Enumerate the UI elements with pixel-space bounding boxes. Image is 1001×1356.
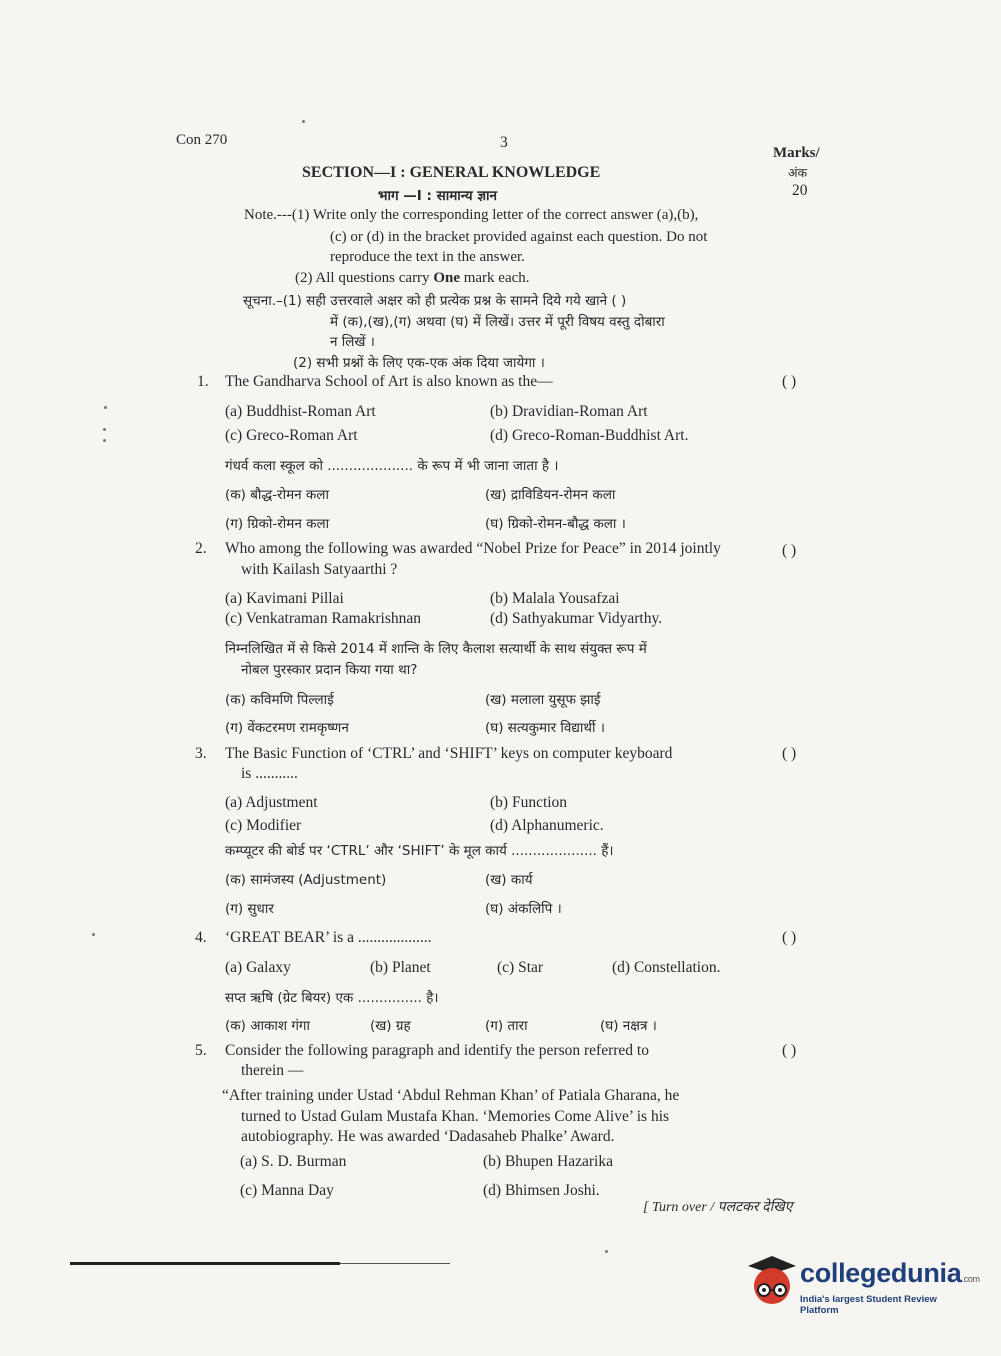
q1-text-hindi: गंधर्व कला स्कूल को .................... के रूप में भी जाना जाता है । xyxy=(225,458,559,474)
q4-option-ga: (ग) तारा xyxy=(485,1018,528,1034)
collegedunia-logo xyxy=(742,1252,980,1316)
q5-number: 5. xyxy=(195,1042,207,1059)
q3-text-hindi: कम्प्यूटर की बोर्ड पर ‘CTRL’ और ‘SHIFT’ के मूल कार्य .................... हैं। xyxy=(225,843,614,859)
q4-text-hindi: सप्त ऋषि (ग्रेट बियर) एक ............... है। xyxy=(225,990,439,1006)
scan-speck xyxy=(92,933,95,936)
q1-option-kha: (ख) द्राविडियन-रोमन कला xyxy=(485,487,616,503)
q2-option-ka: (क) कविमणि पिल्लाई xyxy=(225,692,334,708)
q4-option-a: (a) Galaxy xyxy=(225,959,291,976)
section-title: SECTION—I : GENERAL KNOWLEDGE xyxy=(302,164,601,181)
q1-text: The Gandharva School of Art is also known as the— xyxy=(225,373,553,390)
page-number: 3 xyxy=(500,134,508,151)
q4-option-ka: (क) आकाश गंगा xyxy=(225,1018,311,1034)
q5-option-d: (d) Bhimsen Joshi. xyxy=(483,1182,600,1199)
q4-option-kha: (ख) ग्रह xyxy=(370,1018,411,1034)
marks-label: Marks/ xyxy=(773,145,820,161)
q1-option-ka: (क) बौद्ध-रोमन कला xyxy=(225,487,329,503)
turn-over-note: [ Turn over / पलटकर देखिए xyxy=(643,1200,793,1215)
q5-option-a: (a) S. D. Burman xyxy=(240,1153,347,1170)
note-1c: reproduce the text in the answer. xyxy=(330,249,525,265)
scan-speck xyxy=(103,439,106,442)
q2-option-b: (b) Malala Yousafzai xyxy=(490,590,620,607)
q5-option-b: (b) Bhupen Hazarika xyxy=(483,1153,613,1170)
q5-text-1: Consider the following paragraph and identify the person referred to xyxy=(225,1042,649,1059)
mascot-icon xyxy=(742,1252,800,1312)
q3-option-a: (a) Adjustment xyxy=(225,794,318,811)
q2-option-d: (d) Sathyakumar Vidyarthy. xyxy=(490,610,663,627)
marks-value: 20 xyxy=(792,182,808,199)
q5-answer-bracket: ( ) xyxy=(782,1042,797,1059)
note-hindi-1c: न लिखें । xyxy=(330,334,375,350)
note-hindi-1b: में (क),(ख),(ग) अथवा (घ) में लिखें। उत्तर में पूरी विषय वस्तु दोबारा xyxy=(330,314,665,330)
q4-option-d: (d) Constellation. xyxy=(612,959,721,976)
q3-text-2: is ........... xyxy=(241,765,298,782)
note-2: (2) All questions carry One mark each. xyxy=(295,270,530,286)
q5-paragraph-2: turned to Ustad Gulam Mustafa Khan. ‘Memories Come Alive’ is his xyxy=(241,1108,670,1125)
q2-text-2: with Kailash Satyaarthi ? xyxy=(241,561,398,578)
q4-option-b: (b) Planet xyxy=(370,959,431,976)
note-hindi-1a: सूचना.–(1) सही उत्तरवाले अक्षर को ही प्रत्येक प्रश्न के सामने दिये गये खाने ( ) xyxy=(243,293,627,309)
q3-number: 3. xyxy=(195,745,207,762)
q3-option-ga: (ग) सुधार xyxy=(225,901,274,917)
q2-option-kha: (ख) मलाला युसूफ झाई xyxy=(485,692,601,708)
logo-tagline: India's largest Student Review Platform xyxy=(800,1294,937,1316)
note-1a: Note.---(1) Write only the corresponding letter of the correct answer (a),(b), xyxy=(244,207,699,223)
q1-number: 1. xyxy=(197,373,209,390)
q2-number: 2. xyxy=(195,540,207,557)
q1-option-c: (c) Greco-Roman Art xyxy=(225,427,358,444)
q3-option-gha: (घ) अंकलिपि । xyxy=(485,901,562,917)
q3-option-c: (c) Modifier xyxy=(225,817,302,834)
logo-wordmark: collegedunia.com xyxy=(800,1258,980,1288)
q2-text-1: Who among the following was awarded “Nobel Prize for Peace” in 2014 jointly xyxy=(225,540,721,557)
q3-option-b: (b) Function xyxy=(490,794,568,811)
note-1b: (c) or (d) in the bracket provided against each question. Do not xyxy=(330,229,708,245)
q4-text: ‘GREAT BEAR’ is a ................... xyxy=(225,929,432,946)
q1-option-d: (d) Greco-Roman-Buddhist Art. xyxy=(490,427,689,444)
footer-rule-thin xyxy=(340,1263,450,1264)
q2-text-hindi-2: नोबल पुरस्कार प्रदान किया गया था? xyxy=(241,662,418,678)
scan-speck xyxy=(103,428,106,431)
q5-paragraph-1: “After training under Ustad ‘Abdul Rehman Khan’ of Patiala Gharana, he xyxy=(222,1087,680,1104)
q4-number: 4. xyxy=(195,929,207,946)
scan-speck xyxy=(605,1250,608,1253)
paper-code: Con 270 xyxy=(176,132,228,148)
q2-text-hindi-1: निम्नलिखित में से किसे 2014 में शान्ति के लिए कैलाश सत्यार्थी के साथ संयुक्त रूप में xyxy=(225,641,647,657)
q1-option-b: (b) Dravidian-Roman Art xyxy=(490,403,648,420)
q1-option-a: (a) Buddhist-Roman Art xyxy=(225,403,376,420)
section-title-hindi: भाग —I : सामान्य ज्ञान xyxy=(378,188,497,204)
q1-answer-bracket: ( ) xyxy=(782,373,797,390)
q1-option-ga: (ग) ग्रिको-रोमन कला xyxy=(225,516,330,532)
q4-answer-bracket: ( ) xyxy=(782,929,797,946)
q5-text-2: therein — xyxy=(241,1062,304,1079)
q4-option-gha: (घ) नक्षत्र । xyxy=(600,1018,657,1034)
q5-option-c: (c) Manna Day xyxy=(240,1182,334,1199)
q5-paragraph-3: autobiography. He was awarded ‘Dadasaheb Phalke’ Award. xyxy=(241,1128,615,1145)
q3-option-ka: (क) सामंजस्य (Adjustment) xyxy=(225,872,387,888)
q3-option-d: (d) Alphanumeric. xyxy=(490,817,604,834)
q2-option-ga: (ग) वेंकटरमण रामकृष्णन xyxy=(225,720,349,736)
q3-text-1: The Basic Function of ‘CTRL’ and ‘SHIFT’ keys on computer keyboard xyxy=(225,745,673,762)
q3-answer-bracket: ( ) xyxy=(782,745,797,762)
scan-speck xyxy=(104,406,107,409)
q4-option-c: (c) Star xyxy=(497,959,544,976)
q2-answer-bracket: ( ) xyxy=(782,542,797,559)
marks-label-hindi: अंक xyxy=(788,165,808,180)
q1-option-gha: (घ) ग्रिको-रोमन-बौद्ध कला । xyxy=(485,516,626,532)
scan-speck xyxy=(302,120,305,123)
q2-option-c: (c) Venkatraman Ramakrishnan xyxy=(225,610,421,627)
note-hindi-2: (2) सभी प्रश्नों के लिए एक-एक अंक दिया जायेगा । xyxy=(293,355,545,371)
q2-option-gha: (घ) सत्यकुमार विद्यार्थी । xyxy=(485,720,605,736)
q2-option-a: (a) Kavimani Pillai xyxy=(225,590,344,607)
q3-option-kha: (ख) कार्य xyxy=(485,872,533,888)
footer-rule xyxy=(70,1262,340,1265)
